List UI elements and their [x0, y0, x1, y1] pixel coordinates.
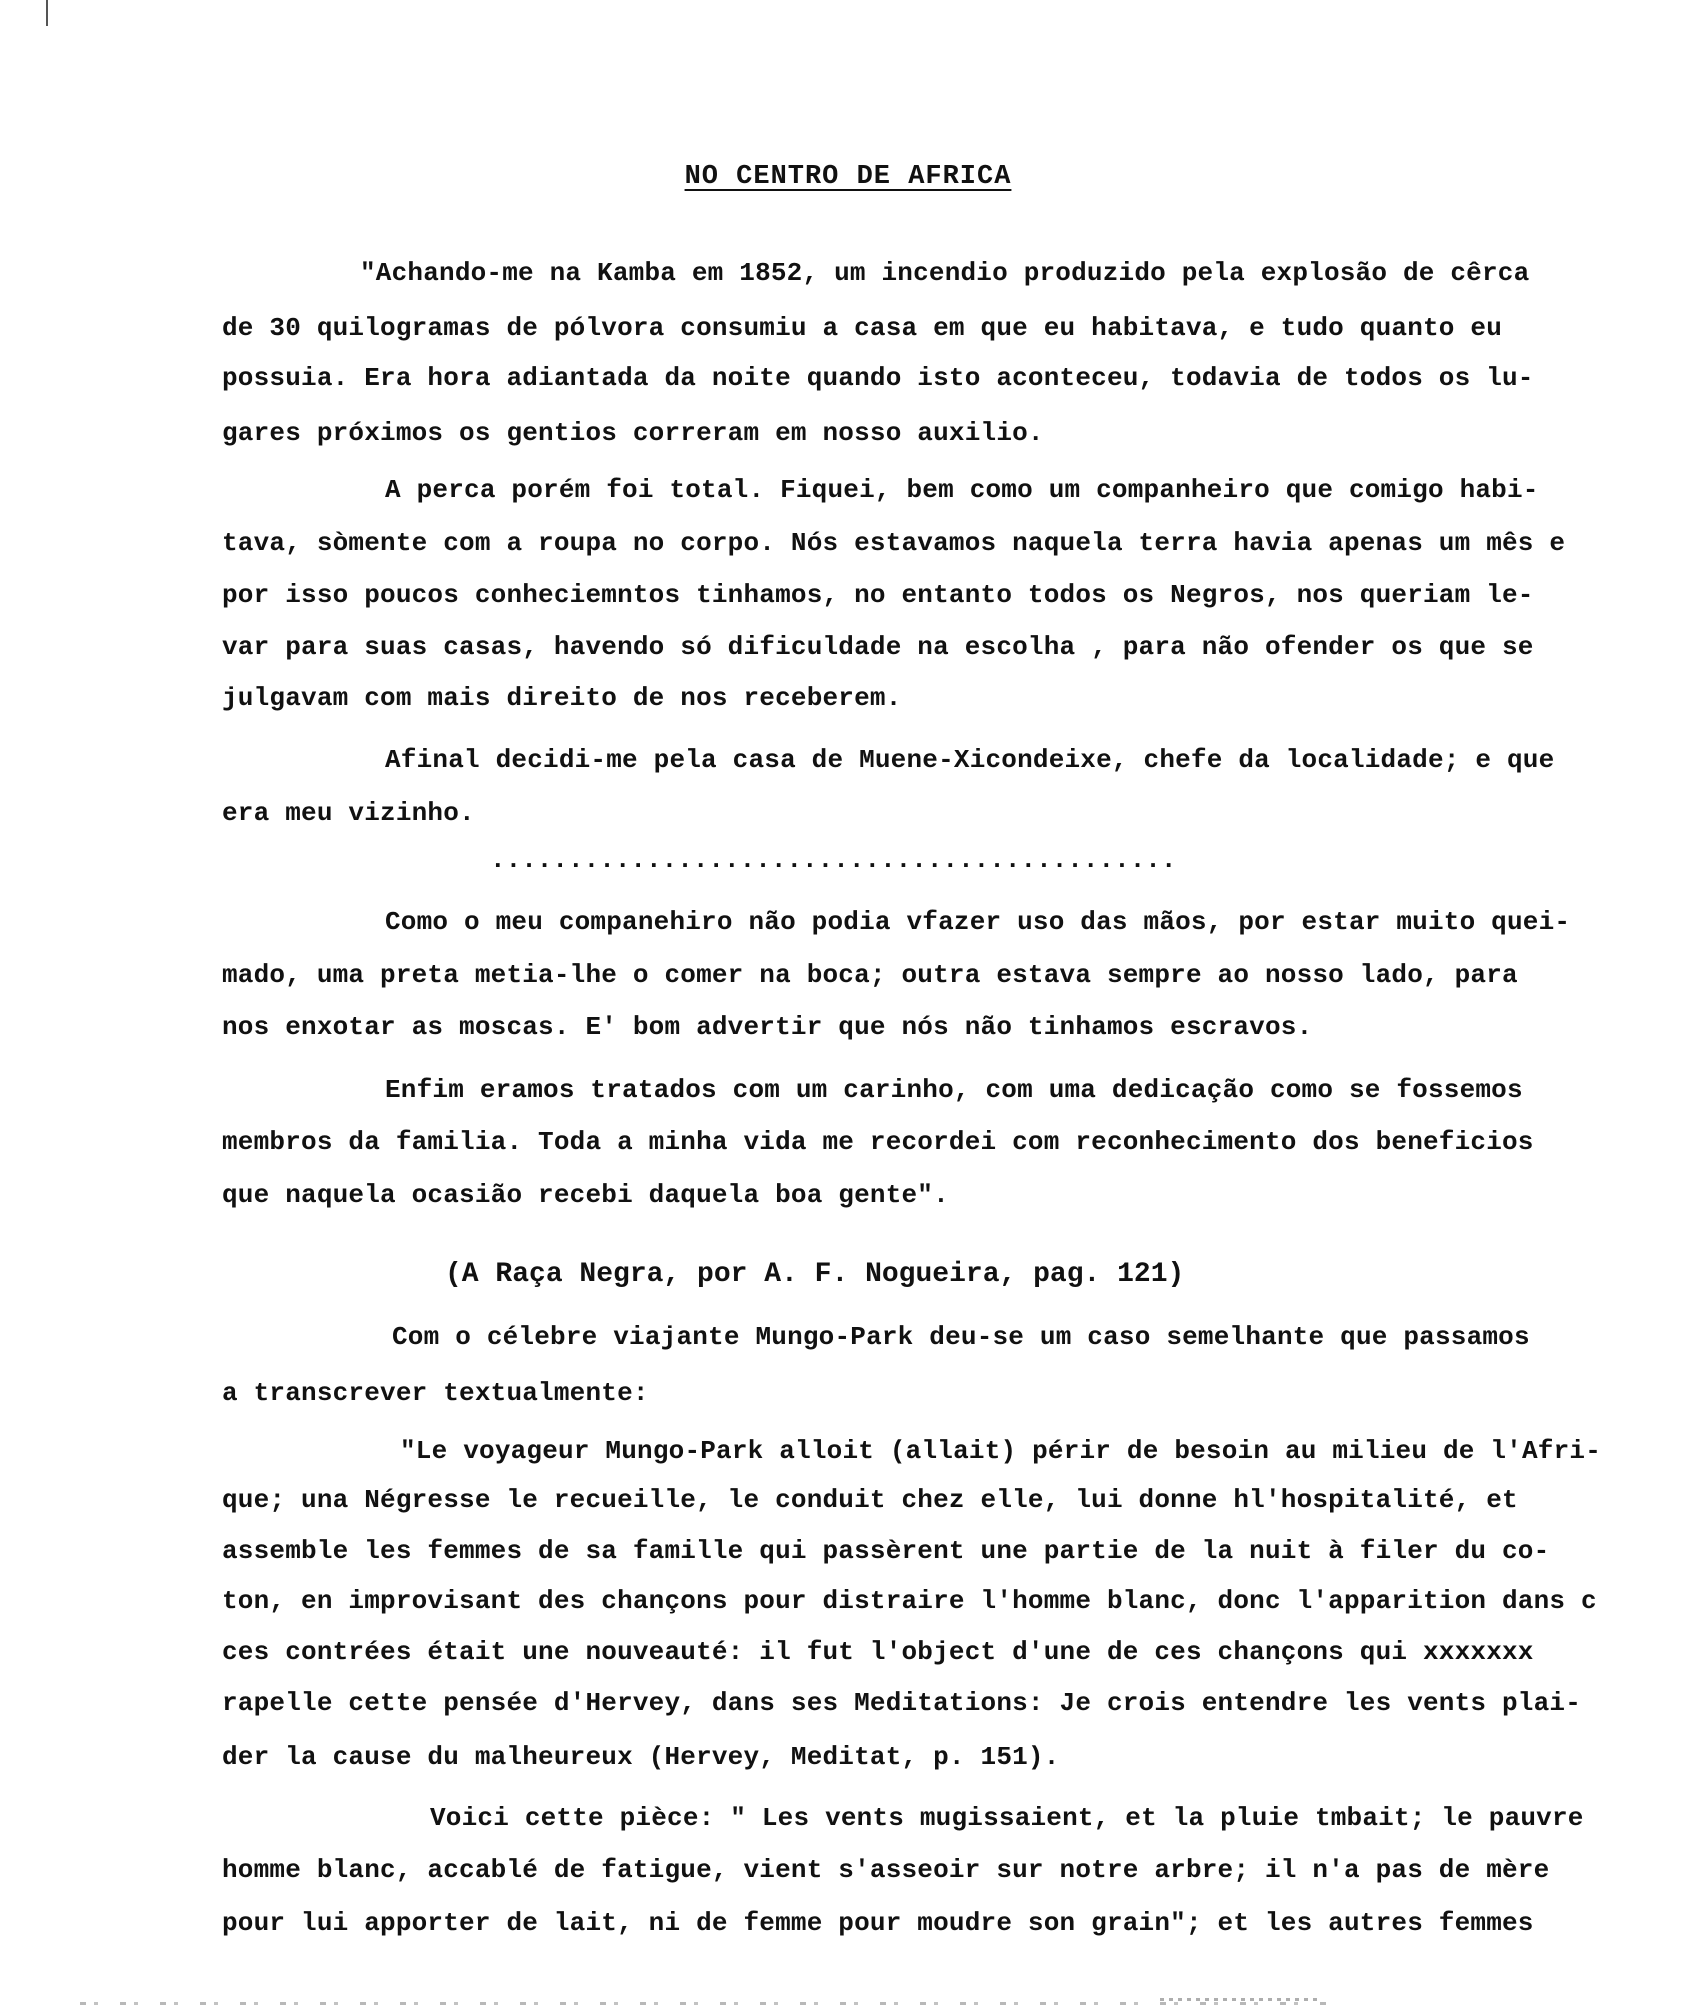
text-line: der la cause du malheureux (Hervey, Meditat, p. 151).: [222, 1742, 1060, 1772]
page-title-text: NO CENTRO DE AFRICA: [684, 162, 1012, 192]
text-line: A perca porém foi total. Fiquei, bem como um companheiro que comigo habi-: [385, 475, 1539, 505]
text-line: "Achando-me na Kamba em 1852, um incendio produzido pela explosão de cêrca: [360, 258, 1530, 288]
text-line: membros da familia. Toda a minha vida me recordei com reconhecimento dos beneficios: [222, 1127, 1534, 1157]
text-line: gares próximos os gentios correram em nosso auxilio.: [222, 418, 1044, 448]
scan-artifact: [1160, 1998, 1320, 2001]
text-line: nos enxotar as moscas. E' bom advertir que nós não tinhamos escravos.: [222, 1012, 1313, 1042]
text-line: Com o célebre viajante Mungo-Park deu-se um caso semelhante que passamos: [392, 1322, 1530, 1352]
scan-artifact: [80, 2002, 1330, 2005]
text-line: assemble les femmes de sa famille qui passèrent une partie de la nuit à filer du co-: [222, 1536, 1550, 1566]
text-line: era meu vizinho.: [222, 798, 475, 828]
text-line: por isso poucos conheciemntos tinhamos, no entanto todos os Negros, nos queriam le-: [222, 580, 1534, 610]
text-line: homme blanc, accablé de fatigue, vient s'asseoir sur notre arbre; il n'a pas de mère: [222, 1855, 1550, 1885]
text-line: var para suas casas, havendo só dificuldade na escolha , para não ofender os que se: [222, 632, 1534, 662]
text-line: Voici cette pièce: " Les vents mugissaient, et la pluie tmbait; le pauvre: [430, 1803, 1584, 1833]
text-line: rapelle cette pensée d'Hervey, dans ses Meditations: Je crois entendre les vents plai-: [222, 1688, 1582, 1718]
text-line: de 30 quilogramas de pólvora consumiu a casa em que eu habitava, e tudo quanto eu: [222, 313, 1503, 343]
text-line: tava, sòmente com a roupa no corpo. Nós estavamos naquela terra havia apenas um mês e: [222, 528, 1566, 558]
text-line: "Le voyageur Mungo-Park alloit (allait) périr de besoin au milieu de l'Afri-: [400, 1436, 1601, 1466]
separator-dots: ............................................: [490, 845, 1177, 875]
text-line: ces contrées était une nouveauté: il fut l'object d'une de ces chançons qui xxxxxxx: [222, 1637, 1534, 1667]
page-title: [0, 162, 1696, 192]
text-line: a transcrever textualmente:: [222, 1378, 649, 1408]
text-line: Como o meu companehiro não podia vfazer uso das mãos, por estar muito quei-: [385, 907, 1571, 937]
citation: (A Raça Negra, por A. F. Nogueira, pag. 121): [445, 1259, 1185, 1290]
text-line: julgavam com mais direito de nos receberem.: [222, 683, 902, 713]
text-line: ton, en improvisant des chançons pour distraire l'homme blanc, donc l'apparition dans c: [222, 1586, 1597, 1616]
text-line: que naquela ocasião recebi daquela boa gente".: [222, 1180, 949, 1210]
text-line: possuia. Era hora adiantada da noite quando isto aconteceu, todavia de todos os lu-: [222, 363, 1534, 393]
text-line: Afinal decidi-me pela casa de Muene-Xicondeixe, chefe da localidade; e que: [385, 745, 1555, 775]
text-line: mado, uma preta metia-lhe o comer na boca; outra estava sempre ao nosso lado, para: [222, 960, 1518, 990]
text-line: que; una Négresse le recueille, le conduit chez elle, lui donne hl'hospitalité, et: [222, 1485, 1518, 1515]
text-line: Enfim eramos tratados com um carinho, com uma dedicação como se fossemos: [385, 1075, 1523, 1105]
text-line: pour lui apporter de lait, ni de femme pour moudre son grain"; et les autres femmes: [222, 1908, 1534, 1938]
scan-edge-mark: [46, 0, 48, 26]
